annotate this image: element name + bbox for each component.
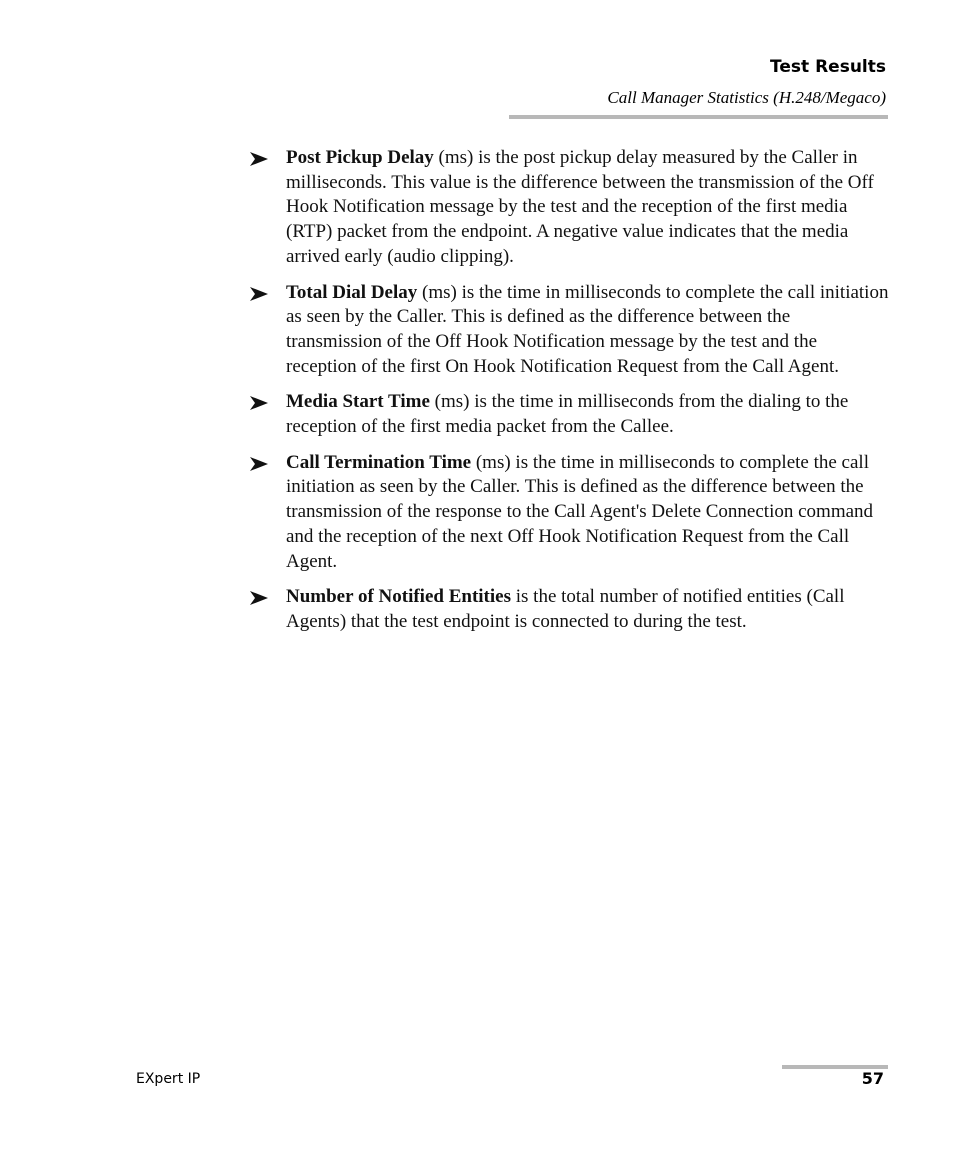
term-description: (ms) is the post pickup delay measured by the Caller in milliseconds. This value is the difference between the transmission of the Off Hook Notification message by the test and the reception of the first media (RTP) packet from the endpoint. A negative value indicates that the media arrived early (audio clipping). xyxy=(286,147,874,267)
term-label: Total Dial Delay xyxy=(286,281,418,303)
arrow-bullet-icon xyxy=(250,152,268,166)
page-header-title: Test Results xyxy=(770,57,886,77)
arrow-bullet-icon xyxy=(250,396,268,410)
list-item xyxy=(250,146,890,270)
arrow-bullet-icon xyxy=(250,591,268,605)
term-label: Number of Notified Entities xyxy=(286,586,511,608)
term-description: (ms) is the time in milliseconds from the dialing to the reception of the first media packet from the Callee. xyxy=(286,391,849,438)
list-item xyxy=(250,451,890,575)
page-number: 57 xyxy=(861,1069,884,1088)
term-description: is the total number of notified entities (Call Agents) that the test endpoint is connected to during the test. xyxy=(286,586,845,632)
arrow-bullet-icon xyxy=(250,287,268,301)
list-item xyxy=(250,585,890,634)
list-item xyxy=(250,281,890,380)
term-description: (ms) is the time in milliseconds to complete the call initiation as seen by the Caller. This is defined as the difference between the transmission of the Off Hook Notification message by the test and the reception of the first On Hook Notification Request from the Call Agent. xyxy=(286,281,889,377)
term-description: (ms) is the time in milliseconds to complete the call initiation as seen by the Caller. This is defined as the difference between the transmission of the response to the Call Agent's Delete Connection command and the reception of the next Off Hook Notification Request from the Call Agent. xyxy=(286,451,874,572)
term-label: Call Termination Time xyxy=(286,451,472,473)
footer-product-name: EXpert IP xyxy=(136,1071,201,1087)
header-divider xyxy=(509,115,888,119)
list-item xyxy=(250,390,890,439)
arrow-bullet-icon xyxy=(250,457,268,471)
definition-list xyxy=(250,146,890,646)
page-header-subtitle: Call Manager Statistics (H.248/Megaco) xyxy=(607,88,886,107)
term-label: Media Start Time xyxy=(286,391,430,413)
term-label: Post Pickup Delay xyxy=(286,147,434,168)
